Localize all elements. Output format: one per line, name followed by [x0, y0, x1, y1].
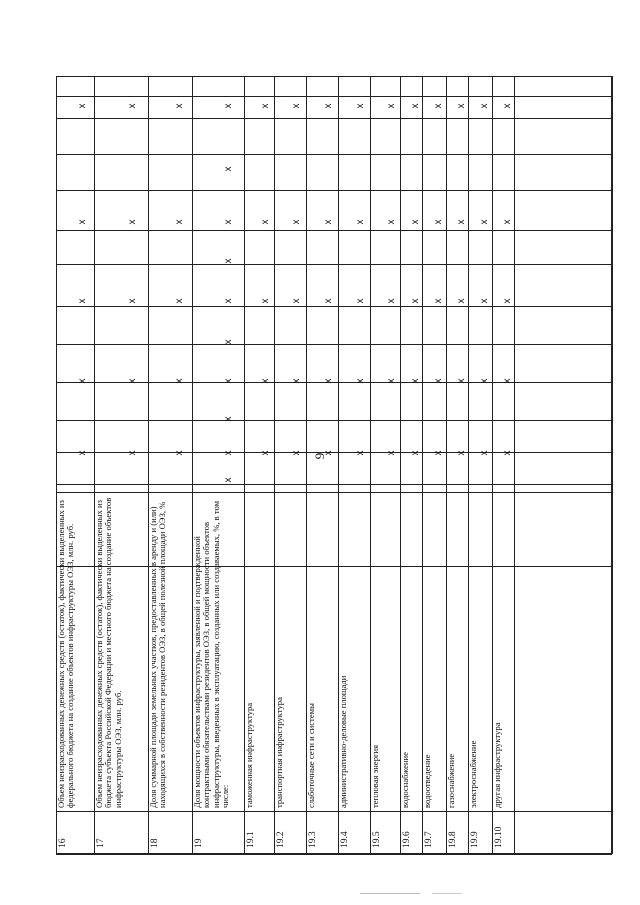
- row-number: [274, 811, 306, 854]
- grid-line: [611, 76, 612, 854]
- indicator-description: [446, 492, 468, 811]
- value-mark: x: [77, 450, 89, 456]
- value-mark: x: [126, 103, 138, 109]
- indicator-description-text: Объем неизрасходованных денежных средств (остаток), фактически выделенных из бюджета субъекта Российской Федерации и местного бюджета на создание объектов инфраструктуры ОЭЗ, млн. руб.: [94, 497, 123, 808]
- grid-line: [56, 76, 612, 77]
- value-mark: x: [259, 450, 271, 456]
- value-mark: x: [259, 219, 271, 225]
- value-mark: x: [409, 298, 421, 304]
- grid-line: [56, 190, 612, 191]
- value-mark: x: [223, 378, 235, 384]
- row-number-text: 16: [58, 838, 68, 848]
- value-mark: x: [126, 378, 138, 384]
- value-mark: x: [409, 103, 421, 109]
- grid-line: [56, 344, 612, 345]
- row-number: [338, 811, 370, 854]
- value-mark: x: [479, 219, 491, 225]
- value-mark: x: [77, 103, 89, 109]
- grid-line: [56, 118, 612, 119]
- value-mark: x: [223, 416, 235, 422]
- value-mark: x: [77, 378, 89, 384]
- indicator-description-text: водоснабжение: [400, 752, 410, 808]
- value-mark: x: [323, 103, 335, 109]
- indicator-table: [56, 76, 612, 854]
- value-mark: x: [385, 219, 397, 225]
- indicator-description-text: административно-деловые площади: [338, 675, 348, 808]
- value-mark: x: [223, 166, 235, 172]
- value-mark: x: [259, 378, 271, 384]
- indicator-description: [468, 492, 492, 811]
- value-mark: x: [259, 298, 271, 304]
- value-mark: x: [323, 298, 335, 304]
- value-mark: x: [223, 450, 235, 456]
- value-mark: x: [385, 378, 397, 384]
- row-number: [468, 811, 492, 854]
- value-mark: x: [433, 219, 445, 225]
- value-mark: x: [433, 378, 445, 384]
- row-number-text: 19.1: [246, 831, 256, 848]
- grid-line: [514, 76, 515, 854]
- indicator-description-text: слаботочные сети и системы: [306, 703, 316, 808]
- value-mark: x: [77, 298, 89, 304]
- value-mark: x: [385, 103, 397, 109]
- indicator-description-text: газоснабжение: [446, 753, 456, 808]
- value-mark: x: [455, 298, 467, 304]
- indicator-description-text: таможенная инфраструктура: [244, 702, 254, 808]
- value-mark: x: [355, 219, 367, 225]
- indicator-description: [148, 492, 192, 811]
- value-mark: x: [455, 219, 467, 225]
- indicator-description: [56, 492, 94, 811]
- value-mark: x: [223, 477, 235, 483]
- indicator-description-text: электроснабжение: [468, 740, 478, 808]
- grid-line: [56, 264, 612, 265]
- value-mark: x: [355, 298, 367, 304]
- row-number-text: 19.9: [470, 831, 480, 848]
- value-mark: x: [291, 298, 303, 304]
- row-number-text: 19.7: [424, 831, 434, 848]
- value-mark: x: [409, 219, 421, 225]
- row-number-text: 19.3: [308, 831, 318, 848]
- value-mark: x: [455, 103, 467, 109]
- row-number: [244, 811, 274, 854]
- value-mark: x: [223, 219, 235, 225]
- indicator-description-text: тепловая энергия: [370, 744, 380, 808]
- row-number: [148, 811, 192, 854]
- indicator-description: [94, 492, 148, 811]
- value-mark: x: [173, 378, 185, 384]
- grid-line: [56, 420, 612, 421]
- grid-line: [56, 452, 612, 453]
- value-mark: x: [455, 378, 467, 384]
- indicator-description: [274, 492, 306, 811]
- indicator-description-text: Доля мощности объектов инфраструктуры, заявленной и подтвержденной контрактными обязательствами резидентов ОЭЗ, в общей мощности объектов инфраструктуры, введенных в эксплуатацию, созданных или создаваемых, %, в том числе:: [192, 500, 231, 808]
- value-mark: x: [173, 219, 185, 225]
- value-mark: x: [223, 258, 235, 264]
- value-mark: x: [433, 103, 445, 109]
- scan-artifact: [360, 893, 420, 894]
- grid-line: [56, 96, 612, 97]
- value-mark: x: [173, 103, 185, 109]
- value-mark: x: [501, 378, 513, 384]
- row-number: [56, 811, 94, 854]
- value-mark: x: [409, 450, 421, 456]
- grid-line: [56, 230, 612, 231]
- page-number: 9: [312, 452, 327, 460]
- row-number: [492, 811, 514, 854]
- row-number-text: 19.10: [494, 826, 504, 848]
- value-mark: x: [223, 298, 235, 304]
- row-number-text: 19.5: [372, 831, 382, 848]
- value-mark: x: [501, 298, 513, 304]
- indicator-description: [492, 492, 514, 811]
- indicator-description: [338, 492, 370, 811]
- value-mark: x: [173, 298, 185, 304]
- indicator-description: [400, 492, 422, 811]
- indicator-description-text: транспортная инфраструктура: [274, 697, 284, 808]
- value-mark: x: [501, 450, 513, 456]
- value-mark: x: [77, 219, 89, 225]
- value-mark: x: [259, 103, 271, 109]
- value-mark: x: [173, 450, 185, 456]
- row-number-text: 19: [194, 838, 204, 848]
- value-mark: x: [479, 378, 491, 384]
- row-number: [422, 811, 446, 854]
- value-mark: x: [479, 298, 491, 304]
- value-mark: x: [223, 103, 235, 109]
- value-mark: x: [291, 450, 303, 456]
- value-mark: x: [409, 378, 421, 384]
- value-mark: x: [355, 103, 367, 109]
- value-mark: x: [355, 450, 367, 456]
- row-number-text: 19.8: [448, 831, 458, 848]
- row-number: [306, 811, 338, 854]
- row-number: [192, 811, 244, 854]
- value-mark: x: [323, 450, 335, 456]
- value-mark: x: [323, 378, 335, 384]
- value-mark: x: [455, 450, 467, 456]
- value-mark: x: [223, 339, 235, 345]
- grid-line: [56, 154, 612, 155]
- grid-line: [56, 306, 612, 307]
- indicator-description-text: Доля суммарной площади земельных участков, предоставленных в аренду и (или) находящихся в собственности резидентов ОЭЗ, в общей полезной площади ОЭЗ, %: [148, 501, 168, 808]
- row-number-text: 17: [96, 838, 106, 848]
- value-mark: x: [479, 450, 491, 456]
- grid-line: [56, 484, 612, 485]
- indicator-description: [370, 492, 400, 811]
- value-mark: x: [291, 219, 303, 225]
- value-mark: x: [323, 219, 335, 225]
- row-number-text: 18: [150, 838, 160, 848]
- value-mark: x: [433, 298, 445, 304]
- value-mark: x: [385, 450, 397, 456]
- indicator-description-text: Объем неизрасходованных денежных средств (остаток), фактически выделенных из федерального бюджета на создание объектов инфраструктуры ОЭЗ, млн. руб.: [56, 500, 76, 808]
- row-number-text: 19.2: [276, 831, 286, 848]
- value-mark: x: [355, 378, 367, 384]
- value-mark: x: [126, 219, 138, 225]
- indicator-description: [244, 492, 274, 811]
- indicator-description: [306, 492, 338, 811]
- row-number: [446, 811, 468, 854]
- value-mark: x: [291, 103, 303, 109]
- grid-line: [612, 76, 613, 854]
- indicator-description-text: другая инфраструктура: [492, 722, 502, 808]
- grid-line: [56, 382, 612, 383]
- row-number: [400, 811, 422, 854]
- value-mark: x: [479, 103, 491, 109]
- value-mark: x: [385, 298, 397, 304]
- value-mark: x: [126, 450, 138, 456]
- indicator-description: [422, 492, 446, 811]
- value-mark: x: [501, 103, 513, 109]
- value-mark: x: [126, 298, 138, 304]
- value-mark: x: [291, 378, 303, 384]
- row-number: [370, 811, 400, 854]
- value-mark: x: [501, 219, 513, 225]
- value-mark: x: [433, 450, 445, 456]
- row-number-text: 19.4: [340, 831, 350, 848]
- row-number: [94, 811, 148, 854]
- indicator-description: [192, 492, 244, 811]
- grid-line: [56, 854, 612, 855]
- scan-artifact: [432, 893, 462, 894]
- indicator-description-text: водоотведение: [422, 754, 432, 808]
- row-number-text: 19.6: [402, 831, 412, 848]
